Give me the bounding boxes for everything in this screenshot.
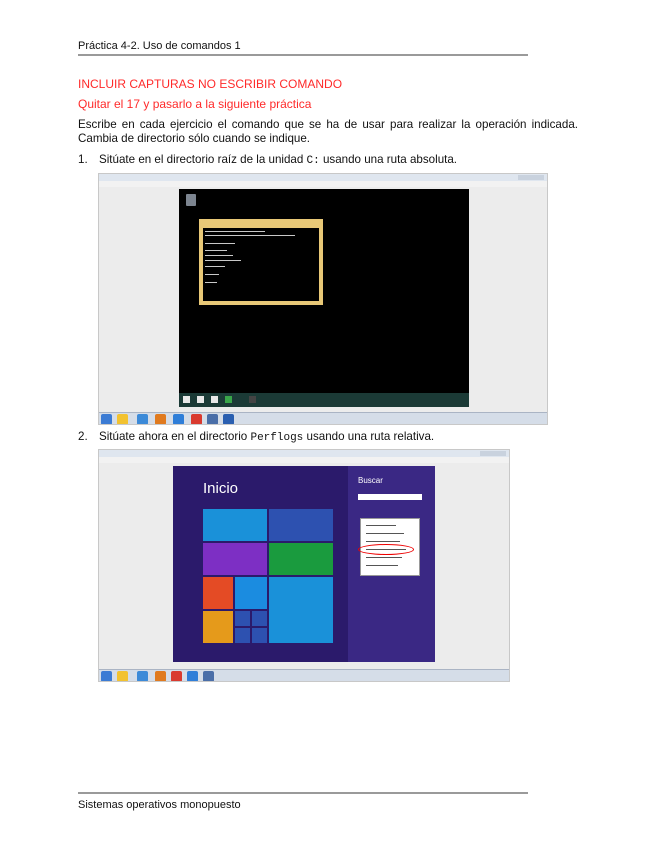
recycle-bin-icon [186,194,196,206]
exercise-2-text: Sitúate ahora en el directorio [99,430,251,443]
exercise-1-text: Sitúate en el directorio raíz de la unidad [99,153,307,166]
finance-tile [269,543,333,575]
explorer-icon [197,396,204,403]
start-title: Inicio [203,480,239,497]
window-controls [518,175,544,180]
screenshot-1 [98,173,548,425]
command-prompt-console [203,228,319,301]
vm-taskbar [179,393,469,407]
cmd-icon [249,396,256,403]
exercise-2-code: Perflogs [250,432,304,444]
note-capture: INCLUIR CAPTURAS NO ESCRIBIR COMANDO [78,77,343,91]
weather-tile [269,577,333,643]
host-taskbar [99,669,510,682]
skype-tile [235,577,267,609]
screenshot-2 [98,449,510,682]
folder-icon [211,396,218,403]
vm-title-bar [99,174,547,181]
vm-menu-bar [99,181,547,187]
host-taskbar [99,412,548,425]
command-prompt-window [199,219,323,305]
footer-divider [78,792,528,794]
vm-desktop [179,189,469,407]
mail-tile [203,509,267,541]
exercise-1-number: 1. [78,153,88,166]
people-tile [203,577,233,609]
vm-menu-bar [99,457,509,463]
exercise-2 [78,430,434,444]
exercise-1 [78,153,457,167]
photos-tile [203,611,233,643]
page-footer: Sistemas operativos monopuesto [78,799,241,811]
start-screen [173,466,435,662]
store-icon [225,396,232,403]
exercise-2-text-end: usando una ruta relativa. [303,430,435,443]
instructions-paragraph: Escribe en cada ejercicio el comando que se ha de usar para realizar la operación indicada. Cambia de directorio sólo cuando se indique. [78,118,578,145]
note-move: Quitar el 17 y pasarlo a la siguiente práctica [78,97,312,111]
page-header: Práctica 4-2. Uso de comandos 1 [78,40,241,52]
vm-title-bar [99,450,509,457]
header-divider [78,54,528,56]
exercise-2-number: 2. [78,430,88,443]
search-input [358,494,422,500]
trophy-tile [203,543,267,575]
search-charm [348,466,435,662]
exercise-1-code: C: [306,155,320,167]
highlight-circle [358,544,414,555]
exercise-1-text-end: usando una ruta absoluta. [319,153,458,166]
charm-title: Buscar [358,476,383,485]
start-icon [183,396,190,403]
window-controls [480,451,506,456]
news-tile [269,509,333,541]
